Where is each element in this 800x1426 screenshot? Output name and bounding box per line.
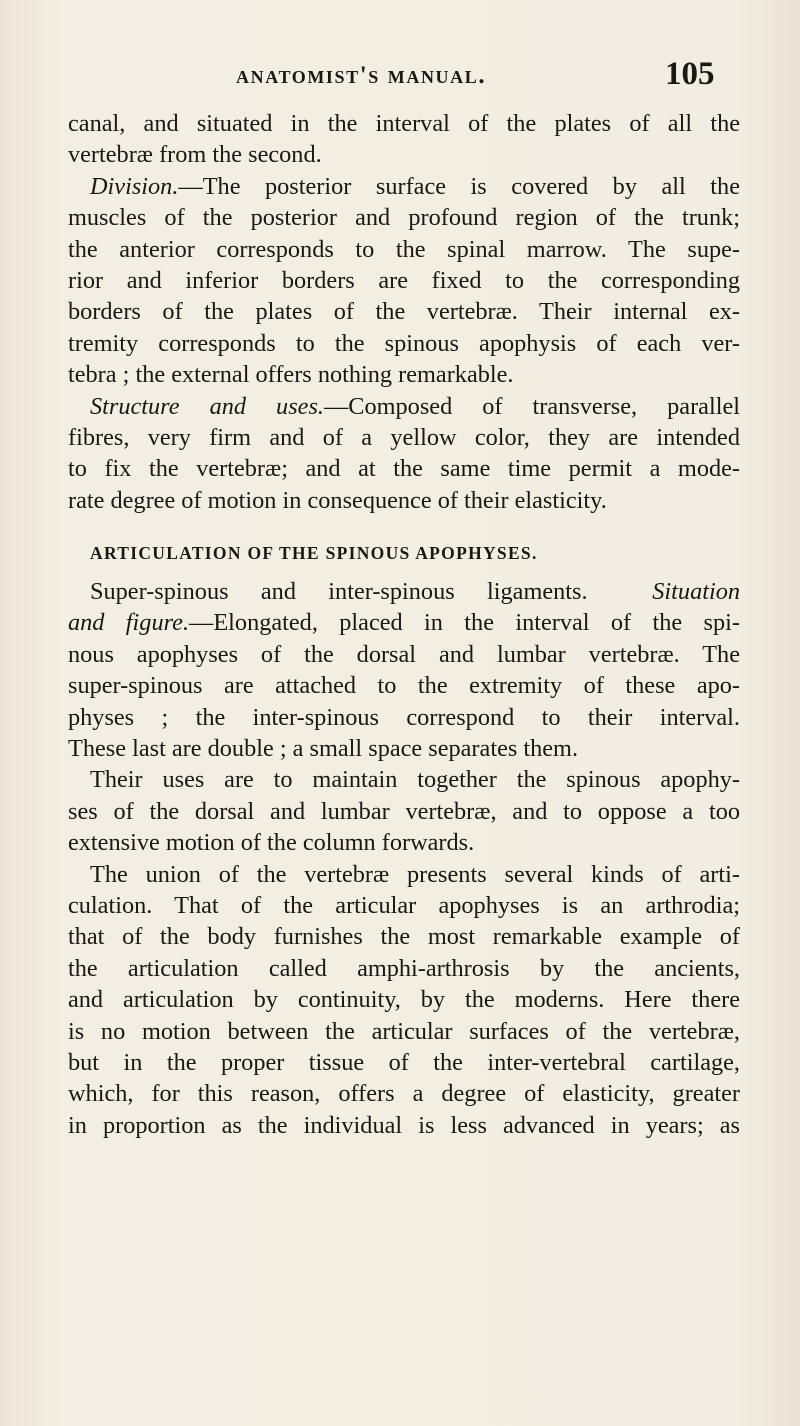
page-header [0,56,800,96]
text-line: that of the body furnishes the most remarkable example of [68,923,740,951]
situation-label: Situation [652,578,741,606]
text-line: tremity corresponds to the spinous apophysis of each ver- [68,329,740,357]
text-line: extensive motion of the column forwards. [68,829,475,857]
text-line: rior and inferior borders are fixed to the corresponding [68,266,740,294]
text-line: muscles of the posterior and profound region of the trunk; [68,204,740,232]
text-line [68,576,740,607]
text-line: borders of the plates of the vertebræ. Their internal ex- [68,298,740,326]
text-line: vertebræ from the second. [68,141,322,169]
text-run: —The posterior surface is covered by all the [178,172,740,200]
division-label: Division. [90,172,179,200]
text-line: the anterior corresponds to the spinal marrow. The supe- [68,235,740,263]
section-heading: ARTICULATION OF THE SPINOUS APOPHYSES. [90,543,538,564]
text-line: nous apophyses of the dorsal and lumbar vertebræ. The [68,640,740,668]
text-run: —Elongated, placed in the interval of the spi- [189,609,741,637]
figure-label: and figure. [68,609,190,637]
text-line: but in the proper tissue of the inter-vertebral cartilage, [68,1048,740,1076]
text-line: These last are double ; a small space separates them. [68,735,579,763]
structure-label: Structure and uses. [90,392,324,420]
text-line: Their uses are to maintain together the spinous apophy- [90,766,740,794]
text-line: in proportion as the individual is less advanced in years; as [68,1111,740,1139]
text-line: ses of the dorsal and lumbar vertebræ, and to oppose a too [68,797,740,825]
text-line: fibres, very firm and of a yellow color, they are intended [68,423,740,451]
text-line: the articulation called amphi-arthrosis by the ancients, [68,954,740,982]
text-run: —Composed of transverse, parallel [323,392,740,420]
text-line: super-spinous are attached to the extremity of these apo- [68,672,740,700]
text-line: to fix the vertebræ; and at the same time permit a mode- [68,455,740,483]
text-line: which, for this reason, offers a degree of elasticity, greater [68,1080,740,1108]
running-head: anatomist's manual. [236,62,487,89]
text-line: rate degree of motion in consequence of their elasticity. [68,486,607,514]
text-line [68,607,740,638]
text-line: The union of the vertebræ presents several kinds of arti- [90,860,740,888]
text-line: physes ; the inter-spinous correspond to their interval. [68,703,740,731]
text-run: Super-spinous and inter-spinous ligaments. [90,578,588,606]
text-line [68,171,740,202]
text-line [68,391,740,422]
text-line: culation. That of the articular apophyses is an arthrodia; [68,891,740,919]
text-line: tebra ; the external offers nothing remarkable. [68,361,514,389]
text-line: is no motion between the articular surfaces of the vertebræ, [68,1017,740,1045]
text-line: canal, and situated in the interval of the plates of all the [68,110,740,137]
page-number: 105 [665,56,715,92]
text-line: and articulation by continuity, by the moderns. Here there [68,986,740,1014]
body-text [68,108,740,1141]
